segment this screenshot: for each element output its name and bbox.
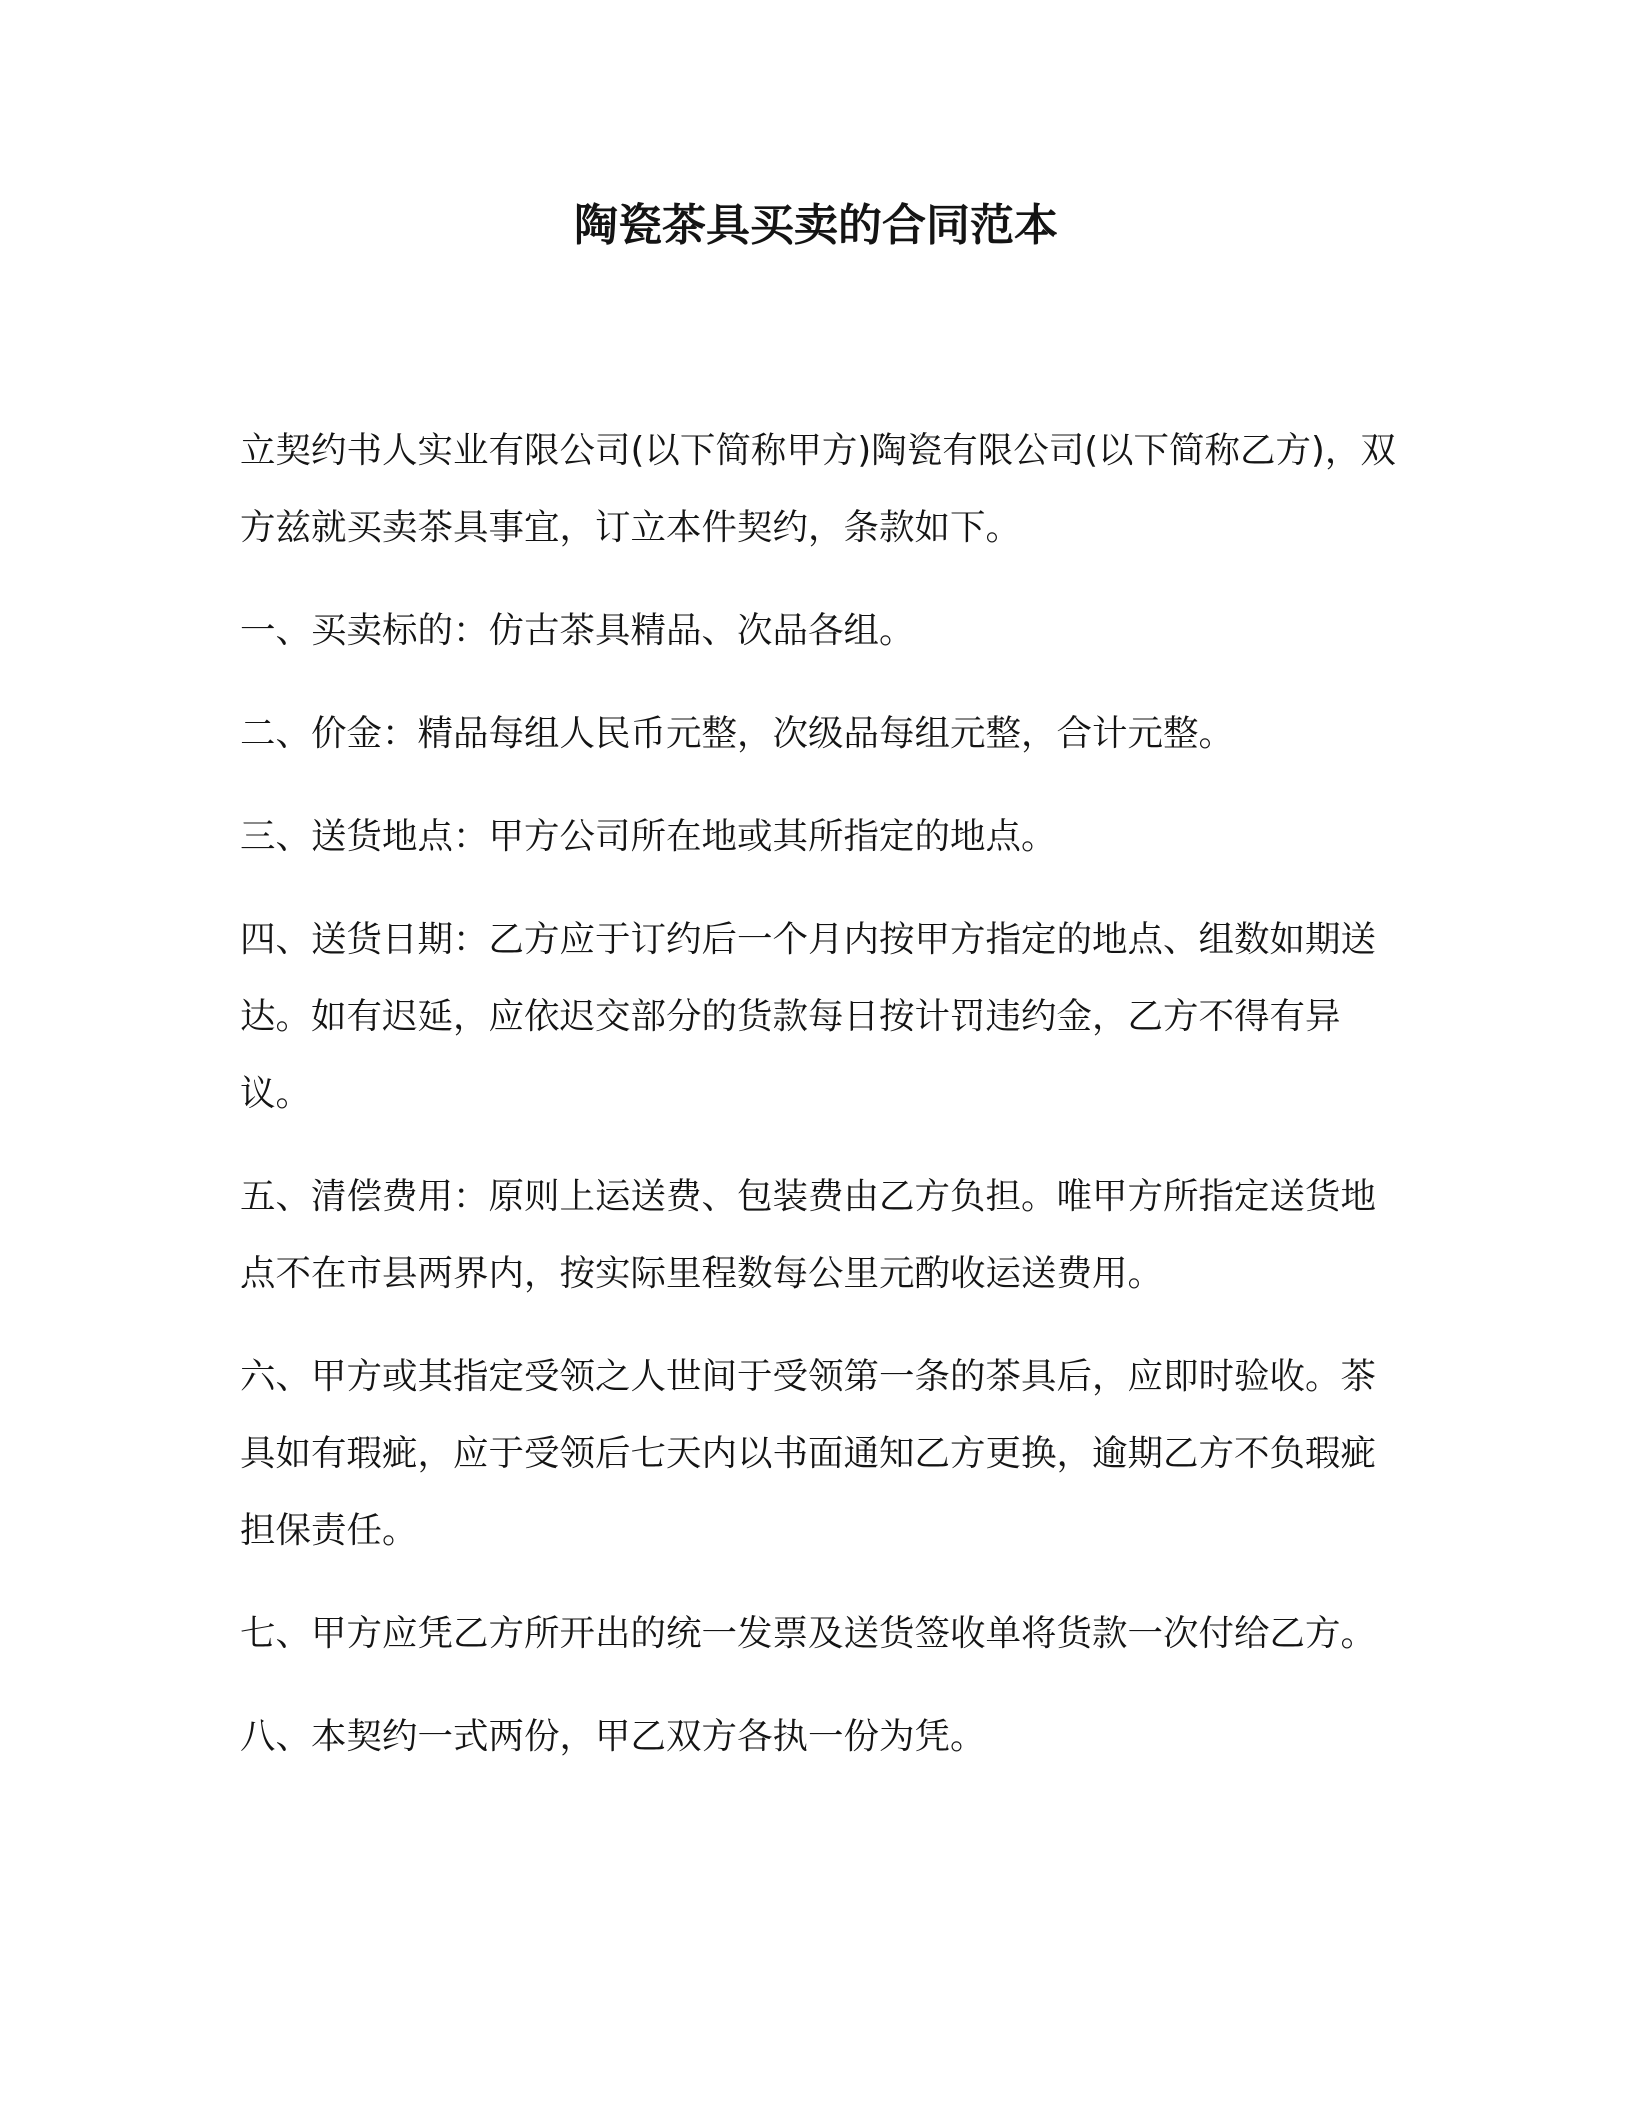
clause-6-inspection: 六、甲方或其指定受领之人世间于受领第一条的茶具后，应即时验收。茶具如有瑕疵，应于受领后七天内以书面通知乙方更换，逾期乙方不负瑕疵担保责任。 (240, 1356, 1377, 1551)
document-body (240, 412, 1400, 1801)
clause-7-payment: 七、甲方应凭乙方所开出的统一发票及送货签收单将货款一次付给乙方。 (240, 1613, 1377, 1654)
clause-8-copies: 八、本契约一式两份，甲乙双方各执一份为凭。 (240, 1716, 986, 1757)
document-title: 陶瓷茶具买卖的合同范本 (574, 200, 1058, 251)
clause-4-delivery-date: 四、送货日期：乙方应于订约后一个月内按甲方指定的地点、组数如期送达。如有迟延，应依迟交部分的货款每日按计罚违约金，乙方不得有异议。 (240, 919, 1377, 1114)
clause-3-delivery-location: 三、送货地点：甲方公司所在地或其所指定的地点。 (240, 816, 1057, 857)
contract-preamble: 立契约书人实业有限公司(以下简称甲方)陶瓷有限公司(以下简称乙方)，双方兹就买卖茶具事宜，订立本件契约，条款如下。 (240, 430, 1396, 548)
clause-1-subject: 一、买卖标的：仿古茶具精品、次品各组。 (240, 610, 915, 651)
clause-2-price: 二、价金：精品每组人民币元整，次级品每组元整，合计元整。 (240, 713, 1235, 754)
clause-5-expenses: 五、清偿费用：原则上运送费、包装费由乙方负担。唯甲方所指定送货地点不在市县两界内，按实际里程数每公里元酌收运送费用。 (240, 1176, 1377, 1294)
